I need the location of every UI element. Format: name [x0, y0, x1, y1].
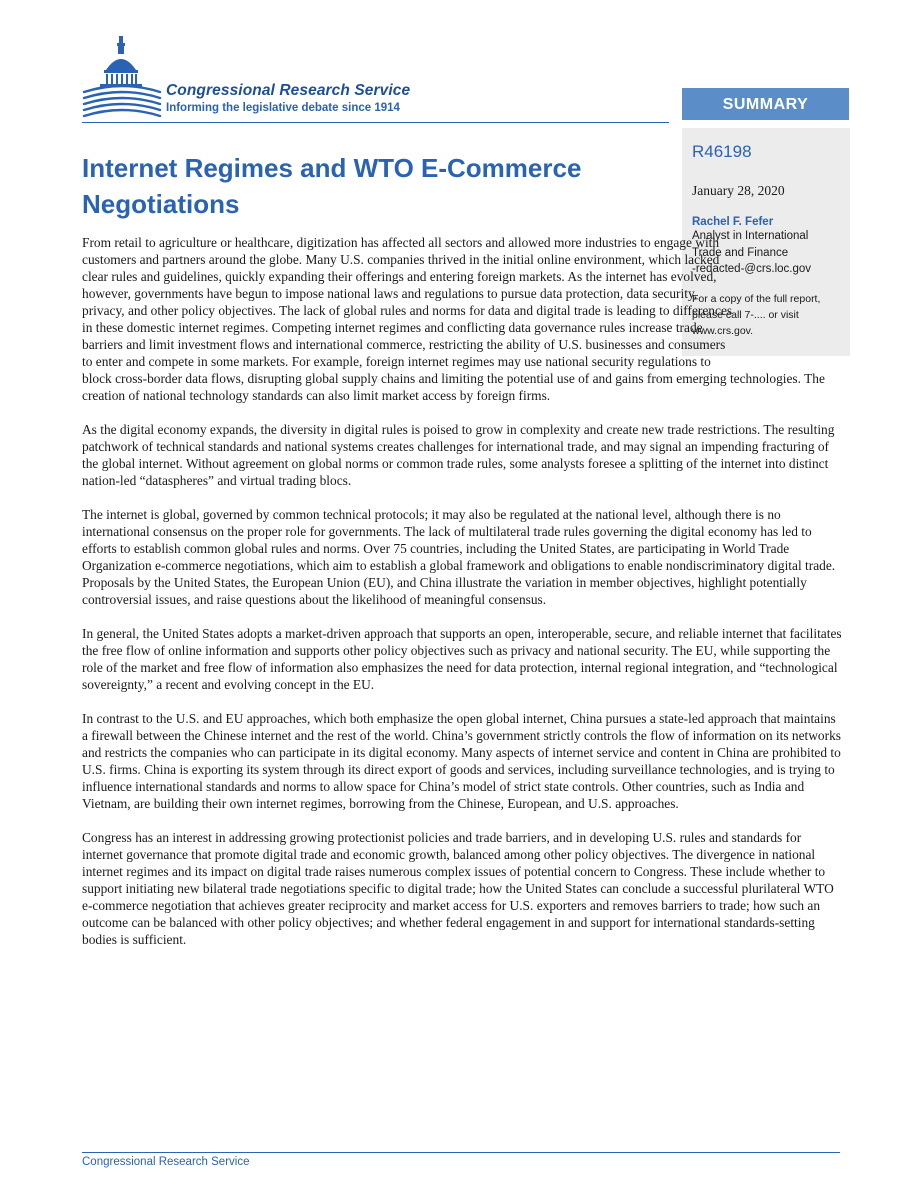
paragraph: In contrast to the U.S. and EU approaches, which both emphasize the open global internet, China pursues a state-led approach that maintains a firewall between the Chinese internet and the rest of the world. China’s government strictly controls the flow of information on its networks and restricts the companies who can participate in its digital economy. Many aspects of internet service and content in China are prohibited to U.S. firms. China is exporting its system through its direct export of goods and services, including surveillance technologies, and is trying to influence international standards and norms to allow space for China’s model of strict state controls. Other countries, such as India and Vietnam, are building their own internet regimes, borrowing from the Chinese, European, and U.S. approaches.	[82, 711, 841, 811]
copy-note-line-1: For a copy of the full report,	[692, 292, 821, 305]
paragraph: In general, the United States adopts a market-driven approach that supports an open, interoperable, secure, and reliable internet that facilitates the free flow of online information and supports other policy objectives such as privacy and national security. The EU, while supporting the role of the market and free flow of information also emphasizes the need for data protection, internal regional integration, and “technological sovereignty,” a recent and evolving concept in the EU.	[82, 626, 842, 692]
author-email: -redacted-@crs.loc.gov	[692, 263, 812, 275]
crs-logo	[82, 34, 482, 124]
page-title: Internet Regimes and WTO E-Commerce Negotiations	[82, 153, 582, 219]
footer-text: Congressional Research Service	[82, 1156, 250, 1168]
summary-body	[82, 234, 842, 965]
copy-note-line-2: please call 7-.... or visit	[692, 308, 799, 321]
copy-note-line-3: www.crs.gov.	[692, 324, 754, 337]
paragraph: The internet is global, governed by common technical protocols; it may also be regulated at the national level, although there is no international consensus on the proper role for governments. The lack of multilateral trade rules governing the digital economy has led to efforts to establish common global rules and norms. Over 75 countries, including the United States, are participating in World Trade Organization e-commerce negotiations, which aim to establish a global framework and obligations to enable nondiscriminatory digital trade. Proposals by the United States, the European Union (EU), and China illustrate the variation in member objectives, highlight potentially controversial issues, and raise questions about the likelihood of meaningful consensus.	[82, 507, 836, 607]
footer-divider	[82, 1152, 840, 1153]
author-title-line-1: Analyst in International	[692, 230, 809, 242]
summary-heading: SUMMARY	[682, 88, 849, 120]
org-name: Congressional Research Service	[166, 82, 411, 99]
sidebar-spacer	[734, 234, 842, 354]
paragraph: Congress has an interest in addressing growing protectionist policies and trade barriers, and in developing U.S. rules and standards for internet governance that promote digital trade and economic growth, balanced among other policy objectives. The divergence in national internet regimes and its impact on digital trade raises numerous complex issues of potential concern to Congress. These include whether to support initiating new bilateral trade negotiations specific to digital trade; how the United States can conclude a successful plurilateral WTO e-commerce negotiation that achieves greater reciprocity and market access for U.S. exporters and removes barriers to trade; how such an outcome can be balanced with other policy objectives; and whether federal engagement in and support for international standards-setting bodies is sufficient.	[82, 830, 834, 947]
capitol-dome-icon	[82, 34, 162, 122]
author-name: Rachel F. Fefer	[692, 216, 774, 228]
report-date: January 28, 2020	[692, 183, 785, 198]
author-title-line-2: Trade and Finance	[692, 246, 789, 259]
paragraph: From retail to agriculture or healthcare, digitization has affected all sectors and allowed more industries to engage with customers and partners around the globe. Many U.S. companies thrived in the initial online environment, which lacked clear rules and guidelines, quickly expanding their offerings and entering foreign markets. As the internet has evolved, however, governments have begun to impose national laws and regulations to pursue data protection, data security, privacy, and other policy objectives. The lack of global rules and norms for data and digital trade is leading to differences in these domestic internet regimes. Competing internet regimes and conflicting data governance rules increase trade barriers and limit investment flows and international commerce, restricting the ability of U.S. businesses and consumers to enter and compete in some markets. For example, foreign internet regimes may use national security regulations to block cross-border data flows, disrupting global supply chains and limiting the potential use of and gains from emerging technologies. The creation of national technology standards can also limit market access by foreign firms.	[82, 235, 825, 403]
paragraph: As the digital economy expands, the diversity in digital rules is poised to grow in complexity and create new trade restrictions. The resulting patchwork of technical standards and national systems creates challenges for international trade, and may signal an impending fracturing of the global internet. Without agreement on global norms or common trade rules, some analysts foresee a splitting of the internet into distinct nation-led “dataspheres” and virtual trading blocs.	[82, 422, 835, 488]
org-tagline: Informing the legislative debate since 1914	[166, 102, 400, 114]
report-number: R46198	[692, 142, 752, 161]
header-divider	[82, 122, 669, 123]
